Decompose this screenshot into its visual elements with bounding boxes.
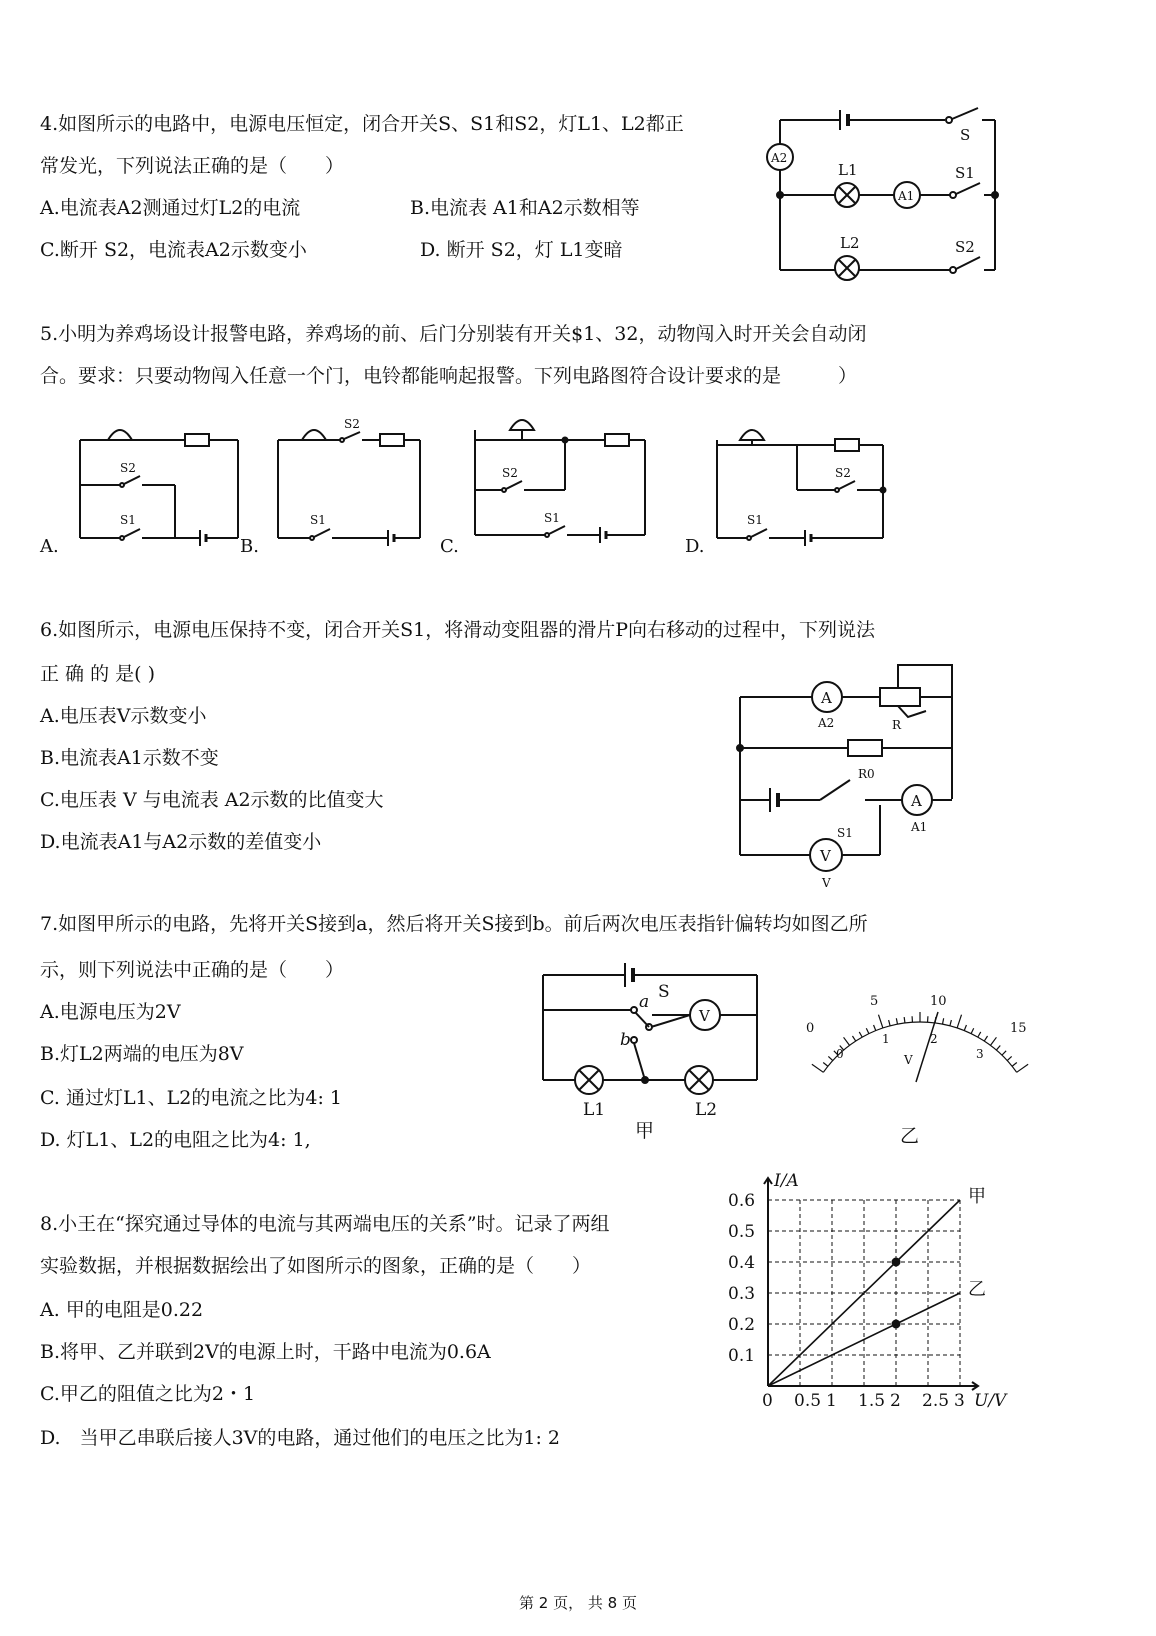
label-a: a — [639, 992, 650, 1012]
label-s2: S2 — [955, 238, 975, 256]
scale-top-10: 10 — [930, 994, 947, 1009]
chart-labels — [728, 1171, 1008, 1411]
meter-tick — [1017, 1064, 1028, 1072]
meter-tick — [904, 1017, 905, 1023]
q6-stem-line2: 正 确 的 是( ) — [40, 663, 155, 685]
switch-s2-icon — [956, 257, 980, 269]
meter-tick — [889, 1020, 891, 1026]
q8-stem-line2: 实验数据，并根据数据绘出了如图所示的图象，正确的是（ ） — [40, 1255, 592, 1277]
x-tick-label: 1.5 — [858, 1391, 886, 1411]
meter-tick — [978, 1032, 981, 1037]
q6-option-b: B.电流表A1示数不变 — [40, 747, 219, 769]
q7-voltmeter-yi — [800, 990, 1040, 1150]
label-b: b — [620, 1030, 631, 1050]
page-footer: 第 2 页， 共 8 页 — [519, 1594, 637, 1612]
meter-tick — [866, 1028, 869, 1033]
label-yi: 乙 — [900, 1125, 920, 1147]
q8-option-a: A. 甲的电阻是0.22 — [40, 1299, 204, 1321]
y-tick-label: 0.4 — [728, 1253, 756, 1273]
q4-circuit-diagram — [760, 100, 1050, 290]
q4-stem-line2: 常发光，下列说法正确的是（ ） — [40, 155, 345, 177]
q7-circuit-jia — [535, 955, 785, 1140]
switch-s1-icon — [956, 183, 980, 194]
q6-option-a: A.电压表V示数变小 — [40, 705, 207, 727]
meter-tick — [943, 1018, 944, 1024]
meter-tick — [964, 1025, 966, 1031]
meter-tick — [950, 1020, 952, 1026]
a2-symbol: A — [821, 689, 832, 707]
label-a1: A1 — [898, 189, 915, 203]
q4-option-a: A.电流表A2测通过灯L2的电流 — [40, 197, 301, 219]
meter-tick — [844, 1037, 850, 1045]
q4-option-d: D. 断开 S2，灯 L1变暗 — [420, 239, 623, 261]
meter-tick — [1002, 1051, 1006, 1055]
rheostat-icon — [880, 688, 920, 706]
label-a1: A1 — [911, 820, 928, 834]
x-tick-label: 2 — [890, 1391, 901, 1411]
scale-bottom-0: 0 — [836, 1047, 844, 1061]
scale-bottom-3: 3 — [976, 1047, 984, 1061]
v-symbol: V — [820, 847, 831, 865]
q7-stem-line1: 7.如图甲所示的电路，先将开关S接到a，然后将开关S接到b。前后两次电压表指针偏转均如图乙所 — [40, 913, 868, 935]
meter-tick — [984, 1036, 987, 1041]
meter-tick — [1012, 1063, 1017, 1067]
meter-tick — [828, 1056, 832, 1060]
series-point — [893, 1321, 900, 1328]
y-tick-label: 0.2 — [728, 1315, 756, 1335]
scale-bottom-1: 1 — [882, 1032, 890, 1046]
scale-bottom-2: 2 — [930, 1032, 938, 1046]
q5-stem-line2: 合。要求：只要动物闯入任意一个门，电铃都能响起报警。下列电路图符合设计要求的是 ） — [40, 365, 858, 387]
q5a-s1: S1 — [120, 513, 136, 527]
q5-label-a: A. — [40, 536, 59, 557]
q4-option-c: C.断开 S2，电流表A2示数变小 — [40, 239, 307, 261]
switch-s1-icon — [820, 780, 850, 800]
q5b-s2: S2 — [344, 417, 360, 431]
label-v: V — [699, 1007, 710, 1025]
label-l1: L1 — [838, 161, 858, 179]
switch-s-icon — [635, 1012, 649, 1027]
q6-stem-line1: 6.如图所示，电源电压保持不变，闭合开关S1，将滑动变阻器的滑片P向右移动的过程中，下列说法 — [40, 619, 876, 641]
x-tick-label: 3 — [954, 1391, 965, 1411]
q7-stem-line2: 示，则下列说法中正确的是（ ） — [40, 959, 345, 981]
q5c-s1: S1 — [544, 511, 560, 525]
scale-top-15: 15 — [1010, 1021, 1027, 1036]
label-l2: L2 — [695, 1100, 718, 1120]
q5-circuit-d — [685, 410, 915, 560]
y-axis-label: I/A — [774, 1171, 799, 1191]
meter-tick — [996, 1045, 1000, 1050]
y-tick-label: 0.5 — [728, 1222, 756, 1242]
meter-tick — [874, 1025, 876, 1031]
bell-icon — [510, 420, 534, 430]
q4-option-b: B.电流表 A1和A2示数相等 — [410, 197, 640, 219]
q8-option-b: B.将甲、乙并联到2V的电源上时，干路中电流为0.6A — [40, 1341, 491, 1363]
label-a2: A2 — [818, 716, 835, 730]
q6-option-d: D.电流表A1与A2示数的差值变小 — [40, 831, 322, 853]
y-tick-label: 0.3 — [728, 1284, 756, 1304]
q7-option-c: C. 通过灯L1、L2的电流之比为4: 1 — [40, 1087, 342, 1109]
meter-tick — [1007, 1056, 1011, 1060]
scale-top-0: 0 — [806, 1021, 815, 1036]
q6-option-c: C.电压表 V 与电流表 A2示数的比值变大 — [40, 789, 384, 811]
switch-s-icon — [952, 108, 978, 119]
q5c-s2: S2 — [502, 466, 518, 480]
meter-tick — [990, 1037, 996, 1045]
q8-option-c: C.甲乙的阻值之比为2・1 — [40, 1383, 256, 1405]
q5-circuit-c — [440, 405, 670, 560]
label-s1: S1 — [837, 826, 853, 840]
meter-tick — [896, 1018, 897, 1024]
q8-stem-line1: 8.小王在“探究通过导体的电流与其两端电压的关系”时。记录了两组 — [40, 1213, 610, 1235]
q8-option-d: D. 当甲乙串联后接人3V的电路，通过他们的电压之比为1: 2 — [40, 1427, 561, 1449]
meter-tick — [878, 1015, 882, 1028]
label-jia: 甲 — [635, 1120, 655, 1142]
q7-option-d: D. 灯L1、L2的电阻之比为4: 1, — [40, 1129, 311, 1151]
label-l1: L1 — [583, 1100, 606, 1120]
x-tick-label: 2.5 — [922, 1391, 950, 1411]
x-tick-label: 0 — [762, 1391, 773, 1411]
meter-tick — [971, 1028, 974, 1033]
q6-circuit-diagram — [730, 655, 990, 895]
q8-iu-graph — [720, 1171, 1050, 1411]
series-name-label: 乙 — [968, 1279, 986, 1300]
q5d-s2: S2 — [835, 466, 851, 480]
meter-arc — [823, 1022, 1016, 1072]
label-s: S — [658, 982, 670, 1002]
meter-tick — [957, 1015, 961, 1028]
label-v: V — [822, 876, 831, 890]
meter-scale — [812, 1012, 1028, 1072]
label-r: R — [892, 718, 902, 732]
q7-option-a: A.电源电压为2V — [40, 1001, 181, 1023]
x-axis-label: U/V — [974, 1391, 1007, 1411]
q5b-s1: S1 — [310, 513, 326, 527]
meter-tick — [852, 1036, 855, 1041]
q5-circuit-a — [40, 410, 260, 560]
y-tick-label: 0.6 — [728, 1191, 756, 1211]
meter-tick — [823, 1063, 828, 1067]
q5-label-d: D. — [685, 536, 705, 557]
meter-unit-v: V — [904, 1053, 913, 1067]
q5-circuit-b — [240, 410, 440, 560]
q7-option-b: B.灯L2两端的电压为8V — [40, 1043, 244, 1065]
label-l2: L2 — [840, 234, 860, 252]
bell-icon — [302, 430, 326, 440]
resistor-r0-icon — [848, 740, 882, 756]
a1-symbol: A — [911, 792, 922, 810]
series-point — [893, 1259, 900, 1266]
label-s1: S1 — [955, 164, 975, 182]
scale-top-5: 5 — [870, 994, 879, 1009]
x-tick-label: 0.5 — [794, 1391, 822, 1411]
bell-icon — [740, 430, 764, 440]
series-name-label: 甲 — [968, 1186, 986, 1207]
q4-stem-line1: 4.如图所示的电路中，电源电压恒定，闭合开关S、S1和S2，灯L1、L2都正 — [40, 113, 684, 135]
x-tick-label: 1 — [826, 1391, 837, 1411]
meter-tick — [859, 1032, 862, 1037]
label-s: S — [960, 126, 971, 144]
bell-icon — [108, 430, 132, 440]
label-a2: A2 — [771, 151, 788, 165]
label-r0: R0 — [858, 767, 875, 781]
q5d-s1: S1 — [747, 513, 763, 527]
q5a-s2: S2 — [120, 461, 136, 475]
q5-stem-line1: 5.小明为养鸡场设计报警电路，养鸡场的前、后门分别装有开关$1、32，动物闯入时开关会自动闭 — [40, 323, 867, 345]
y-tick-label: 0.1 — [728, 1346, 756, 1366]
meter-tick — [812, 1064, 823, 1072]
q5-label-c: C. — [440, 536, 459, 557]
q5-label-b: B. — [240, 536, 259, 557]
